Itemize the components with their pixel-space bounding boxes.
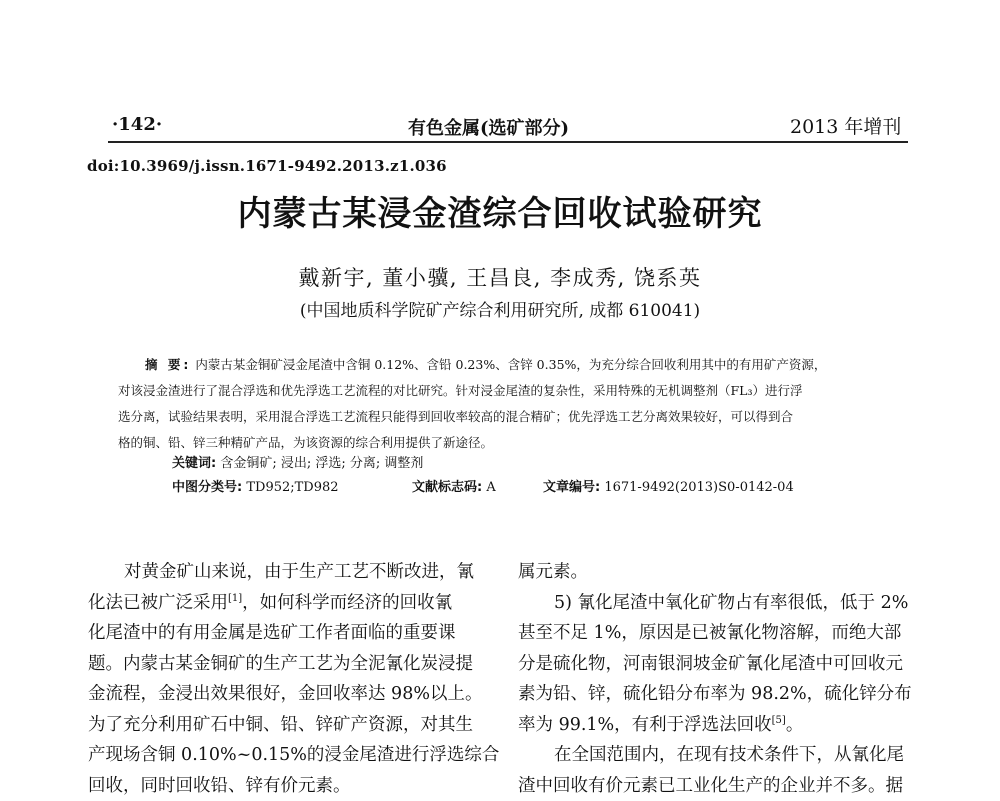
issue-label: 2013 年增刊 xyxy=(790,112,901,139)
keywords xyxy=(172,452,423,471)
paragraph-line: 渣中回收有价元素已工业化生产的企业并不多。据 xyxy=(518,771,918,801)
clc-label: 中图分类号: xyxy=(172,480,242,495)
article-number xyxy=(543,476,794,495)
paragraph-line: 甚至不足 1%，原因是已被氰化物溶解，而绝大部 xyxy=(518,618,918,649)
article-no-value: 1671-9492(2013)S0-0142-04 xyxy=(604,480,793,495)
text-span: 化法已被广泛采用 xyxy=(88,593,228,613)
text-span: 率为 99.1%，有利于浮选法回收 xyxy=(518,715,772,735)
body-right-column xyxy=(518,557,918,801)
affiliation: (中国地质科学院矿产综合利用研究所, 成都 610041) xyxy=(0,296,1000,321)
paragraph-line: 分是硫化物，河南银洞坡金矿氰化尾渣中可回收元 xyxy=(518,649,918,680)
paragraph-line: 属元素。 xyxy=(518,557,918,588)
paper-title: 内蒙古某浸金渣综合回收试验研究 xyxy=(0,186,1000,235)
abstract-text: 内蒙古某金铜矿浸金尾渣中含铜 0.12%、含铅 0.23%、含锌 0.35%，为充分综合回收利用其中的有用矿产资源， xyxy=(195,357,826,372)
abstract-line xyxy=(145,352,870,378)
body-left-column xyxy=(88,557,488,801)
paragraph-line: 5) 氰化尾渣中氧化矿物占有率很低，低于 2% xyxy=(518,588,918,619)
page-number: ·142· xyxy=(112,114,162,135)
doc-code-value: A xyxy=(486,480,495,495)
abstract-line: 对该浸金渣进行了混合浮选和优先浮选工艺流程的对比研究。针对浸金尾渣的复杂性，采用特殊的无机调整剂（FL₃）进行浮 xyxy=(118,378,870,404)
abstract xyxy=(145,352,870,456)
abstract-line: 选分离，试验结果表明，采用混合浮选工艺流程只能得到回收率较高的混合精矿；优先浮选工艺分离效果较好，可以得到合 xyxy=(118,404,870,430)
keywords-value: 含金铜矿; 浸出; 浮选; 分离; 调整剂 xyxy=(220,456,423,471)
citation-ref[interactable]: [5] xyxy=(772,715,786,726)
doi[interactable]: doi:10.3969/j.issn.1671-9492.2013.z1.036 xyxy=(87,157,447,175)
paragraph-line xyxy=(88,588,488,619)
paragraph-line: 对黄金矿山来说，由于生产工艺不断改进，氰 xyxy=(88,557,488,588)
paragraph-line: 回收，同时回收铅、锌有价元素。 xyxy=(88,771,488,801)
keywords-label: 关键词: xyxy=(172,456,216,471)
clc-value: TD952;TD982 xyxy=(246,480,338,495)
paragraph-line: 素为铅、锌，硫化铅分布率为 98.2%，硫化锌分布 xyxy=(518,679,918,710)
authors: 戴新宇, 董小骥, 王昌良, 李成秀, 饶系英 xyxy=(0,262,1000,292)
paragraph-line: 产现场含铜 0.10%~0.15%的浸金尾渣进行浮选综合 xyxy=(88,740,488,771)
clc-number xyxy=(172,476,339,495)
paragraph-line: 化尾渣中的有用金属是选矿工作者面临的重要课 xyxy=(88,618,488,649)
journal-name: 有色金属(选矿部分) xyxy=(408,114,569,140)
paragraph-line: 题。内蒙古某金铜矿的生产工艺为全泥氰化炭浸提 xyxy=(88,649,488,680)
paragraph-line: 在全国范围内，在现有技术条件下，从氰化尾 xyxy=(518,740,918,771)
abstract-label: 摘 要: xyxy=(145,357,191,372)
header-divider xyxy=(108,141,908,143)
document-code xyxy=(412,476,496,495)
text-span: ，如何科学而经济的回收氰 xyxy=(242,593,452,613)
paragraph-line: 为了充分利用矿石中铜、铅、锌矿产资源，对其生 xyxy=(88,710,488,741)
doc-code-label: 文献标志码: xyxy=(412,480,482,495)
paragraph-line xyxy=(518,710,918,741)
abstract-line: 格的铜、铅、锌三种精矿产品，为该资源的综合利用提供了新途径。 xyxy=(118,430,870,456)
paragraph-line: 金流程，金浸出效果很好，金回收率达 98%以上。 xyxy=(88,679,488,710)
article-no-label: 文章编号: xyxy=(543,480,600,495)
text-span: 。 xyxy=(786,715,804,735)
citation-ref[interactable]: [1] xyxy=(228,593,242,604)
